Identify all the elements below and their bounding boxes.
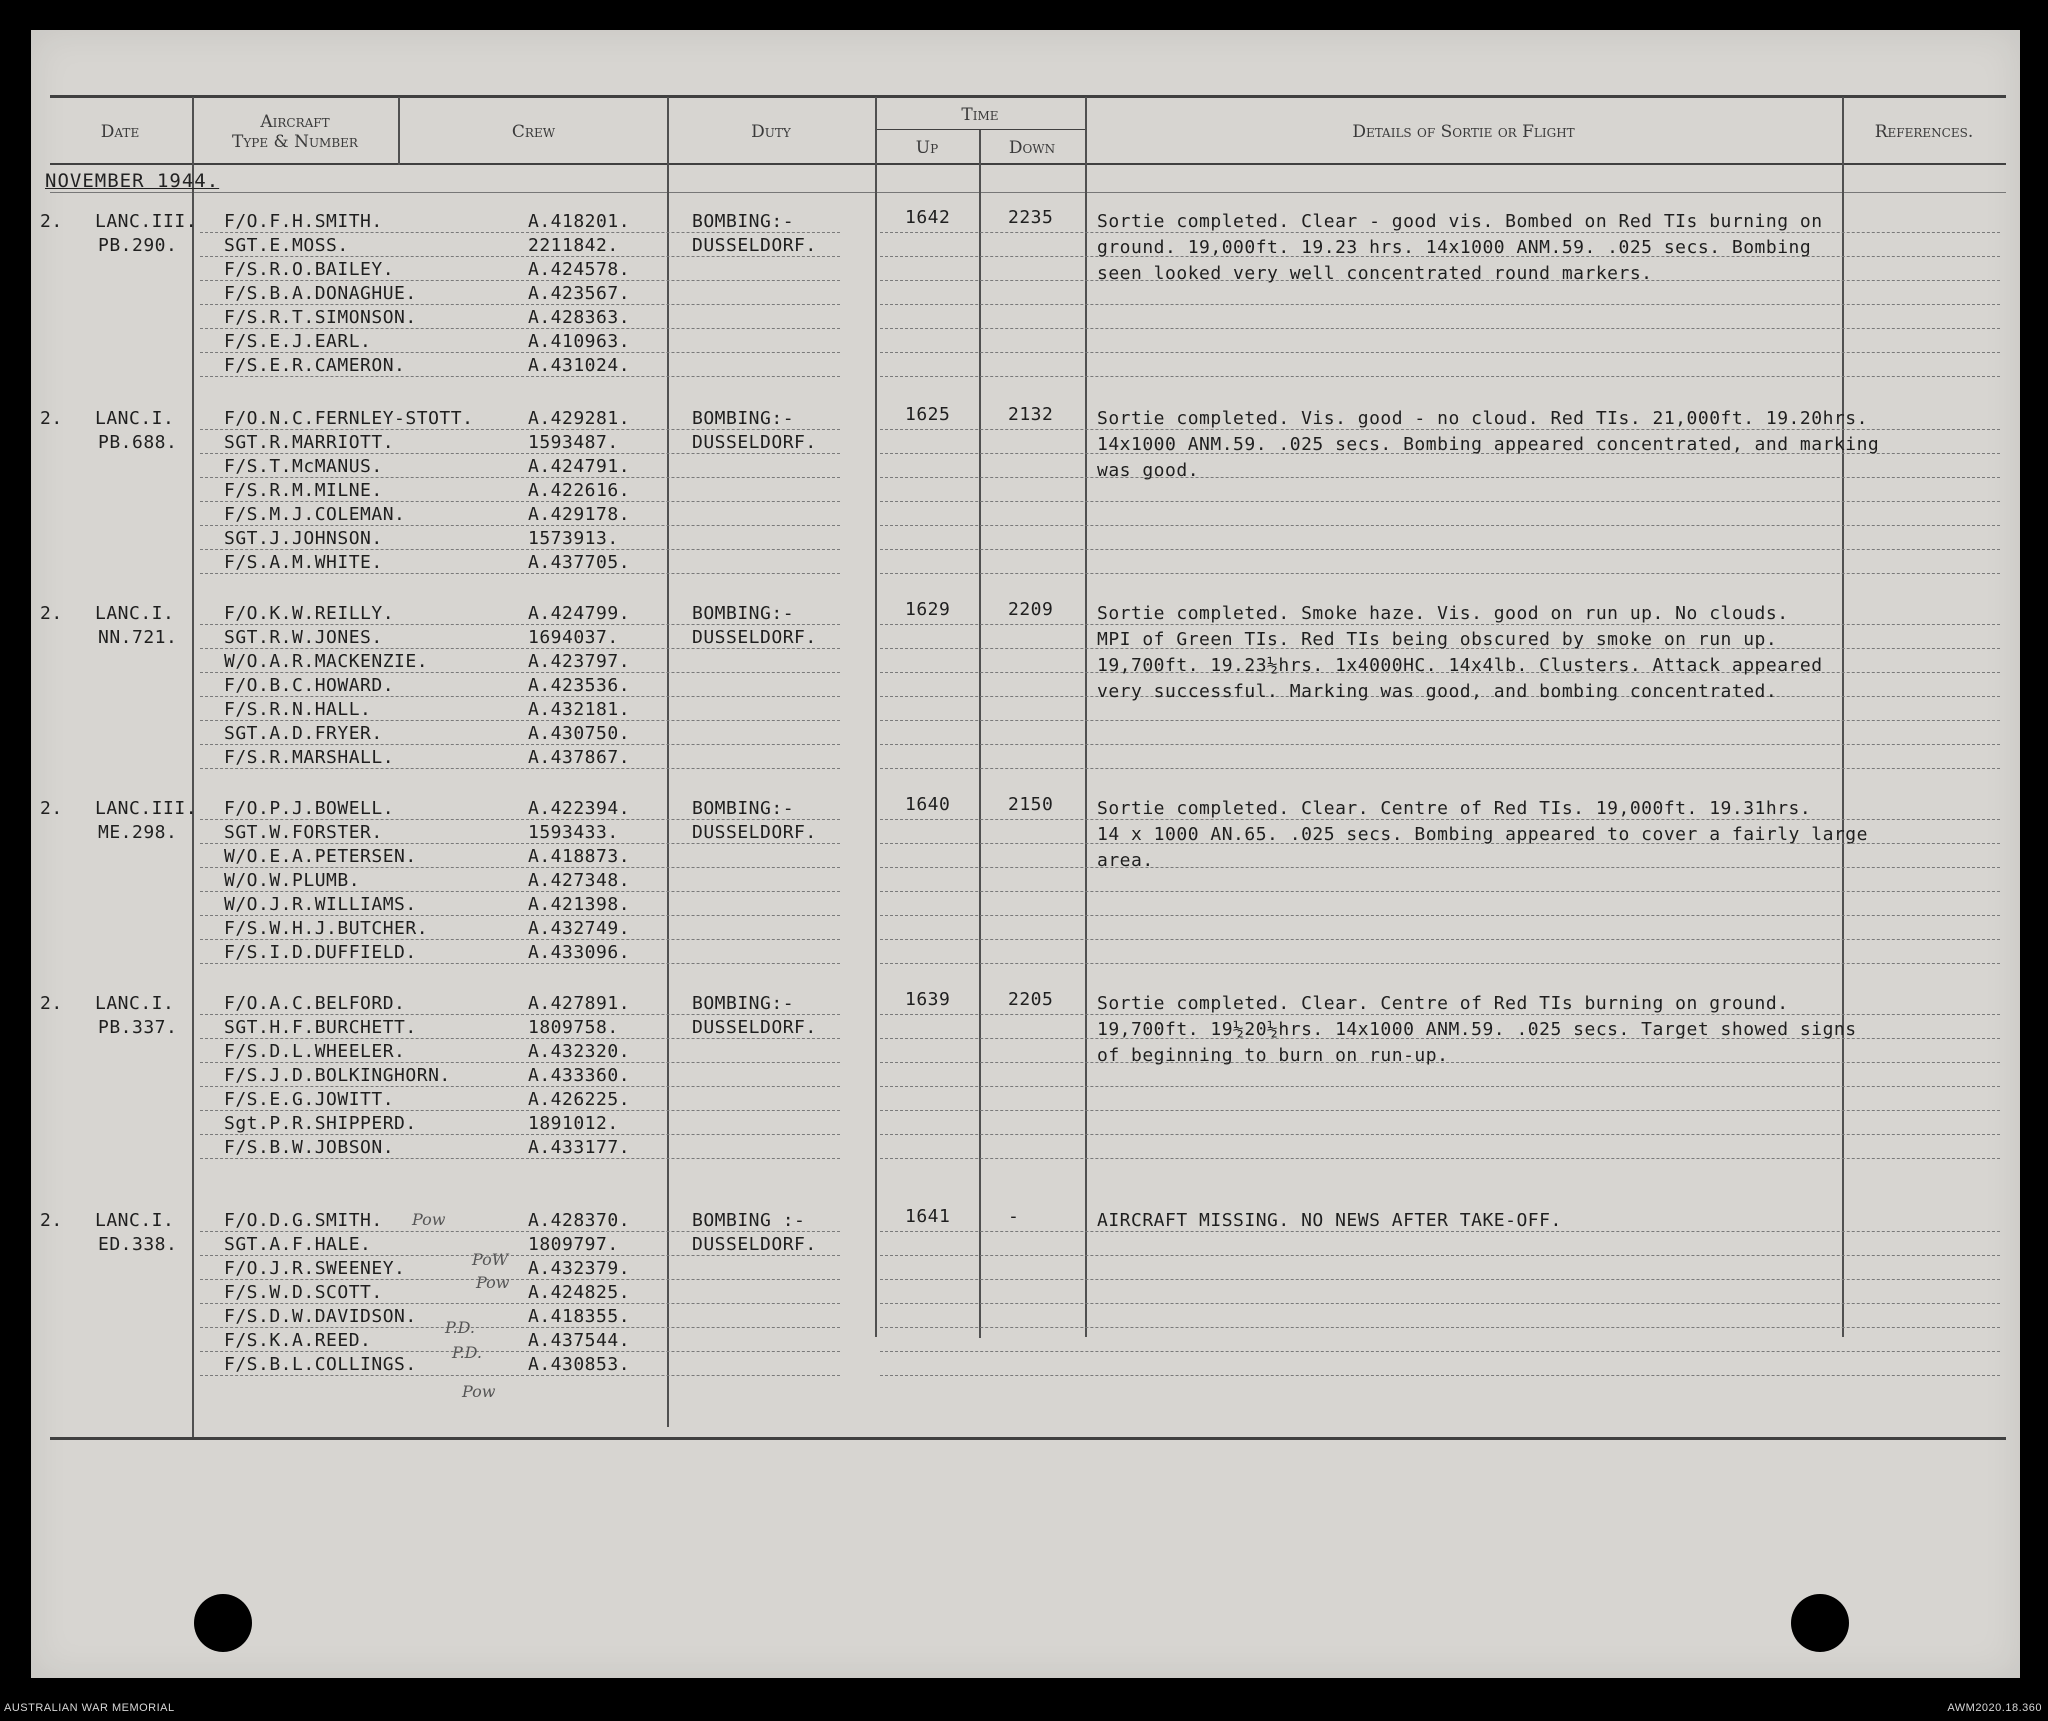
sortie-detail-line: 19,700ft. 19.23½hrs. 1x4000HC. 14x4lb. Clusters. Attack appeared (1097, 655, 1823, 676)
crew-service-number: A.427891. (528, 993, 631, 1014)
crew-service-number: A.433360. (528, 1065, 631, 1086)
aircraft-number: PB.688. (98, 432, 178, 453)
col-divider-crew (667, 97, 669, 1427)
crew-member-name: SGT.R.MARRIOTT. (224, 432, 395, 453)
row-rule (200, 1038, 840, 1039)
row-rule (880, 867, 2000, 868)
row-rule (200, 1327, 840, 1328)
sortie-detail-line: seen looked very well concentrated round markers. (1097, 263, 1653, 284)
crew-service-number: A.429281. (528, 408, 631, 429)
crew-service-number: A.422394. (528, 798, 631, 819)
crew-service-number: A.418873. (528, 846, 631, 867)
row-rule (200, 819, 840, 820)
crew-member-name: F/O.P.J.BOWELL. (224, 798, 395, 819)
time-up: 1625 (905, 404, 951, 425)
row-rule (880, 891, 2000, 892)
row-rule (200, 891, 840, 892)
crew-member-name: F/S.T.McMANUS. (224, 456, 383, 477)
row-rule (200, 843, 840, 844)
sortie-detail-line: 14x1000 ANM.59. .025 secs. Bombing appeared concentrated, and marking (1097, 434, 1880, 455)
time-down: 2150 (1008, 794, 1054, 815)
crew-member-name: F/O.N.C.FERNLEY-STOTT. (224, 408, 474, 429)
crew-service-number: 1809758. (528, 1017, 619, 1038)
time-up: 1642 (905, 207, 951, 228)
crew-service-number: A.433096. (528, 942, 631, 963)
crew-service-number: A.432749. (528, 918, 631, 939)
crew-service-number: 1809797. (528, 1234, 619, 1255)
crew-service-number: 1573913. (528, 528, 619, 549)
row-rule (880, 1134, 2000, 1135)
crew-member-name: F/S.W.D.SCOTT. (224, 1282, 383, 1303)
duty-target: DUSSELDORF. (692, 1017, 817, 1038)
row-rule (200, 915, 840, 916)
row-rule (880, 1303, 2000, 1304)
row-rule (880, 1110, 2000, 1111)
crew-member-name: F/S.B.L.COLLINGS. (224, 1354, 417, 1375)
crew-service-number: A.410963. (528, 331, 631, 352)
row-rule (880, 624, 2000, 625)
row-rule (880, 1255, 2000, 1256)
row-rule (200, 429, 840, 430)
aircraft-type: LANC.I. (95, 1210, 175, 1231)
sortie-detail-line: MPI of Green TIs. Red TIs being obscured by smoke on run up. (1097, 629, 1778, 650)
row-rule (200, 1086, 840, 1087)
aircraft-number: NN.721. (98, 627, 178, 648)
aircraft-type: LANC.I. (95, 408, 175, 429)
header-down: Down (1008, 138, 1056, 158)
sortie-detail-line: Sortie completed. Vis. good - no cloud. Red TIs. 21,000ft. 19.20hrs. (1097, 408, 1868, 429)
crew-member-name: F/S.K.A.REED. (224, 1330, 372, 1351)
col-divider-duty (875, 97, 877, 1337)
row-rule (880, 549, 2000, 550)
handwritten-note: Pow (476, 1273, 510, 1292)
sortie-detail-line: 14 x 1000 AN.65. .025 secs. Bombing appeared to cover a fairly large (1097, 824, 1868, 845)
sortie-detail-line: very successful. Marking was good, and bombing concentrated. (1097, 681, 1778, 702)
crew-member-name: SGT.R.W.JONES. (224, 627, 383, 648)
duty-task: BOMBING:- (692, 603, 795, 624)
row-rule (200, 1134, 840, 1135)
row-rule (200, 304, 840, 305)
row-rule (200, 1255, 840, 1256)
header-bottom-rule (50, 163, 2006, 165)
sortie-detail-line: Sortie completed. Clear. Centre of Red TIs burning on ground. (1097, 993, 1789, 1014)
crew-member-name: F/S.D.W.DAVIDSON. (224, 1306, 417, 1327)
header-crew: Crew (511, 122, 556, 142)
crew-service-number: A.426225. (528, 1089, 631, 1110)
crew-service-number: A.437867. (528, 747, 631, 768)
time-up: 1629 (905, 599, 951, 620)
sortie-detail-line: Sortie completed. Smoke haze. Vis. good on run up. No clouds. (1097, 603, 1789, 624)
crew-member-name: F/O.B.C.HOWARD. (224, 675, 395, 696)
crew-service-number: A.430750. (528, 723, 631, 744)
sortie-detail-line: Sortie completed. Clear - good vis. Bombed on Red TIs burning on (1097, 211, 1823, 232)
month-label: NOVEMBER 1944. (45, 170, 220, 192)
header-date: Date (100, 122, 140, 142)
row-rule (200, 1351, 840, 1352)
row-rule (200, 1279, 840, 1280)
row-rule (200, 1062, 840, 1063)
row-rule (200, 352, 840, 353)
row-rule (880, 429, 2000, 430)
header-references: References. (1874, 122, 1974, 142)
crew-member-name: F/S.E.R.CAMERON. (224, 355, 406, 376)
header-up: Up (915, 138, 939, 158)
row-rule (880, 525, 2000, 526)
duty-task: BOMBING:- (692, 798, 795, 819)
sortie-date: 2. (40, 211, 63, 232)
col-divider-date (192, 97, 194, 1437)
row-rule (200, 1231, 840, 1232)
sortie-detail-line: 19,700ft. 19½20½hrs. 14x1000 ANM.59. .025 secs. Target showed signs (1097, 1019, 1857, 1040)
row-rule (200, 939, 840, 940)
row-rule (200, 232, 840, 233)
crew-service-number: A.418201. (528, 211, 631, 232)
footer-left: AUSTRALIAN WAR MEMORIAL (4, 1702, 175, 1714)
crew-member-name: F/S.E.J.EARL. (224, 331, 372, 352)
time-down: 2235 (1008, 207, 1054, 228)
row-rule (200, 1375, 840, 1376)
row-rule (200, 963, 840, 964)
crew-member-name: F/O.A.C.BELFORD. (224, 993, 406, 1014)
duty-task: BOMBING:- (692, 408, 795, 429)
crew-member-name: W/O.W.PLUMB. (224, 870, 361, 891)
crew-member-name: W/O.E.A.PETERSEN. (224, 846, 417, 867)
crew-member-name: SGT.W.FORSTER. (224, 822, 383, 843)
row-rule (200, 672, 840, 673)
aircraft-number: PB.337. (98, 1017, 178, 1038)
crew-service-number: A.432379. (528, 1258, 631, 1279)
crew-member-name: F/S.R.T.SIMONSON. (224, 307, 417, 328)
row-rule (200, 1303, 840, 1304)
table-bottom-rule (50, 1437, 2006, 1440)
aircraft-type: LANC.I. (95, 993, 175, 1014)
crew-service-number: A.423797. (528, 651, 631, 672)
crew-service-number: 1593487. (528, 432, 619, 453)
crew-member-name: W/O.A.R.MACKENZIE. (224, 651, 429, 672)
crew-member-name: F/S.R.M.MILNE. (224, 480, 383, 501)
header-duty: Duty (751, 122, 791, 142)
duty-task: BOMBING:- (692, 993, 795, 1014)
row-rule (880, 352, 2000, 353)
handwritten-note: Pow (412, 1210, 446, 1229)
crew-member-name: F/S.I.D.DUFFIELD. (224, 942, 417, 963)
crew-service-number: A.430853. (528, 1354, 631, 1375)
col-divider-down (1085, 97, 1087, 1337)
crew-member-name: SGT.H.F.BURCHETT. (224, 1017, 417, 1038)
crew-service-number: 1694037. (528, 627, 619, 648)
crew-service-number: A.433177. (528, 1137, 631, 1158)
crew-service-number: A.423536. (528, 675, 631, 696)
row-rule (880, 1158, 2000, 1159)
duty-task: BOMBING:- (692, 211, 795, 232)
crew-member-name: SGT.J.JOHNSON. (224, 528, 383, 549)
crew-service-number: A.427348. (528, 870, 631, 891)
row-rule (880, 501, 2000, 502)
crew-member-name: SGT.E.MOSS. (224, 235, 349, 256)
crew-service-number: A.424825. (528, 1282, 631, 1303)
row-rule (880, 1351, 2000, 1352)
crew-member-name: F/S.R.N.HALL. (224, 699, 372, 720)
header-time: Time (961, 105, 999, 125)
crew-service-number: 2211842. (528, 235, 619, 256)
row-rule (880, 963, 2000, 964)
header-details: Details of Sortie or Flight (1352, 122, 1575, 142)
crew-member-name: F/S.B.W.JOBSON. (224, 1137, 395, 1158)
row-rule (200, 648, 840, 649)
crew-member-name: F/S.W.H.J.BUTCHER. (224, 918, 429, 939)
row-rule (880, 1375, 2000, 1376)
crew-member-name: F/O.K.W.REILLY. (224, 603, 395, 624)
crew-member-name: Sgt.P.R.SHIPPERD. (224, 1113, 417, 1134)
crew-member-name: F/O.F.H.SMITH. (224, 211, 383, 232)
crew-service-number: 1891012. (528, 1113, 619, 1134)
row-rule (880, 328, 2000, 329)
row-rule (880, 768, 2000, 769)
row-rule (200, 1110, 840, 1111)
row-rule (880, 720, 2000, 721)
crew-service-number: A.429178. (528, 504, 631, 525)
aircraft-number: ME.298. (98, 822, 178, 843)
crew-member-name: W/O.J.R.WILLIAMS. (224, 894, 417, 915)
row-rule (880, 304, 2000, 305)
crew-service-number: A.422616. (528, 480, 631, 501)
crew-member-name: F/O.D.G.SMITH. (224, 1210, 383, 1231)
row-rule (880, 1231, 2000, 1232)
row-rule (200, 501, 840, 502)
row-rule (200, 696, 840, 697)
duty-target: DUSSELDORF. (692, 822, 817, 843)
row-rule (880, 573, 2000, 574)
row-rule (200, 549, 840, 550)
time-down: 2205 (1008, 989, 1054, 1010)
duty-target: DUSSELDORF. (692, 627, 817, 648)
row-rule (880, 477, 2000, 478)
aircraft-number: PB.290. (98, 235, 178, 256)
crew-member-name: F/S.R.O.BAILEY. (224, 259, 395, 280)
time-down: 2132 (1008, 404, 1054, 425)
crew-service-number: A.431024. (528, 355, 631, 376)
row-rule (200, 1014, 840, 1015)
row-rule (880, 1279, 2000, 1280)
aircraft-type: LANC.I. (95, 603, 175, 624)
crew-service-number: A.428363. (528, 307, 631, 328)
crew-service-number: A.418355. (528, 1306, 631, 1327)
duty-task: BOMBING :- (692, 1210, 806, 1231)
sortie-detail-line: ground. 19,000ft. 19.23 hrs. 14x1000 ANM.59. .025 secs. Bombing (1097, 237, 1812, 258)
handwritten-note: PoW (472, 1250, 509, 1269)
footer-right: AWM2020.18.360 (1947, 1702, 2042, 1714)
sortie-detail-line: Sortie completed. Clear. Centre of Red TIs. 19,000ft. 19.31hrs. (1097, 798, 1812, 819)
row-rule (200, 525, 840, 526)
header-aircraft: Aircraft Type & Number (232, 112, 358, 152)
handwritten-note: Pow (462, 1382, 496, 1401)
crew-service-number: A.432320. (528, 1041, 631, 1062)
crew-member-name: F/S.B.A.DONAGHUE. (224, 283, 417, 304)
crew-member-name: SGT.A.F.HALE. (224, 1234, 372, 1255)
sortie-date: 2. (40, 408, 63, 429)
sortie-detail-line: AIRCRAFT MISSING. NO NEWS AFTER TAKE-OFF. (1097, 1210, 1562, 1231)
crew-service-number: A.424791. (528, 456, 631, 477)
month-rule (50, 192, 2006, 193)
sortie-detail-line: was good. (1097, 460, 1200, 481)
duty-target: DUSSELDORF. (692, 432, 817, 453)
col-divider-time (979, 130, 981, 1338)
crew-service-number: A.424578. (528, 259, 631, 280)
crew-service-number: A.437705. (528, 552, 631, 573)
row-rule (200, 256, 840, 257)
row-rule (880, 1327, 2000, 1328)
sortie-detail-line: of beginning to burn on run-up. (1097, 1045, 1449, 1066)
sortie-date: 2. (40, 603, 63, 624)
row-rule (200, 1158, 840, 1159)
binder-hole-right (1791, 1594, 1849, 1652)
row-rule (880, 1014, 2000, 1015)
crew-member-name: F/S.R.MARSHALL. (224, 747, 395, 768)
sortie-date: 2. (40, 798, 63, 819)
crew-member-name: SGT.A.D.FRYER. (224, 723, 383, 744)
col-divider-details (1842, 97, 1844, 1337)
time-down: 2209 (1008, 599, 1054, 620)
crew-service-number: A.421398. (528, 894, 631, 915)
crew-member-name: F/S.A.M.WHITE. (224, 552, 383, 573)
row-rule (200, 720, 840, 721)
row-rule (880, 819, 2000, 820)
crew-member-name: F/S.J.D.BOLKINGHORN. (224, 1065, 451, 1086)
row-rule (200, 453, 840, 454)
crew-member-name: F/S.D.L.WHEELER. (224, 1041, 406, 1062)
crew-service-number: A.424799. (528, 603, 631, 624)
crew-service-number: A.428370. (528, 1210, 631, 1231)
time-down: - (1008, 1206, 1020, 1227)
aircraft-number: ED.338. (98, 1234, 178, 1255)
row-rule (880, 376, 2000, 377)
row-rule (200, 280, 840, 281)
crew-member-name: F/O.J.R.SWEENEY. (224, 1258, 406, 1279)
table-top-rule (50, 95, 2006, 98)
time-up: 1641 (905, 1206, 951, 1227)
row-rule (200, 376, 840, 377)
duty-target: DUSSELDORF. (692, 1234, 817, 1255)
sortie-date: 2. (40, 993, 63, 1014)
row-rule (200, 477, 840, 478)
row-rule (880, 915, 2000, 916)
row-rule (200, 867, 840, 868)
row-rule (880, 1086, 2000, 1087)
time-up: 1640 (905, 794, 951, 815)
crew-member-name: F/S.M.J.COLEMAN. (224, 504, 406, 525)
handwritten-note: P.D. (445, 1318, 475, 1337)
binder-hole-left (194, 1594, 252, 1652)
handwritten-note: P.D. (452, 1343, 482, 1362)
aircraft-type: LANC.III. (95, 211, 198, 232)
row-rule (880, 232, 2000, 233)
time-up: 1639 (905, 989, 951, 1010)
crew-service-number: A.432181. (528, 699, 631, 720)
row-rule (880, 939, 2000, 940)
row-rule (200, 328, 840, 329)
row-rule (200, 768, 840, 769)
crew-service-number: 1593433. (528, 822, 619, 843)
duty-target: DUSSELDORF. (692, 235, 817, 256)
crew-service-number: A.423567. (528, 283, 631, 304)
aircraft-type: LANC.III. (95, 798, 198, 819)
crew-member-name: F/S.E.G.JOWITT. (224, 1089, 395, 1110)
row-rule (200, 624, 840, 625)
sortie-detail-line: area. (1097, 850, 1154, 871)
row-rule (200, 573, 840, 574)
sortie-date: 2. (40, 1210, 63, 1231)
row-rule (200, 744, 840, 745)
row-rule (880, 744, 2000, 745)
crew-service-number: A.437544. (528, 1330, 631, 1351)
